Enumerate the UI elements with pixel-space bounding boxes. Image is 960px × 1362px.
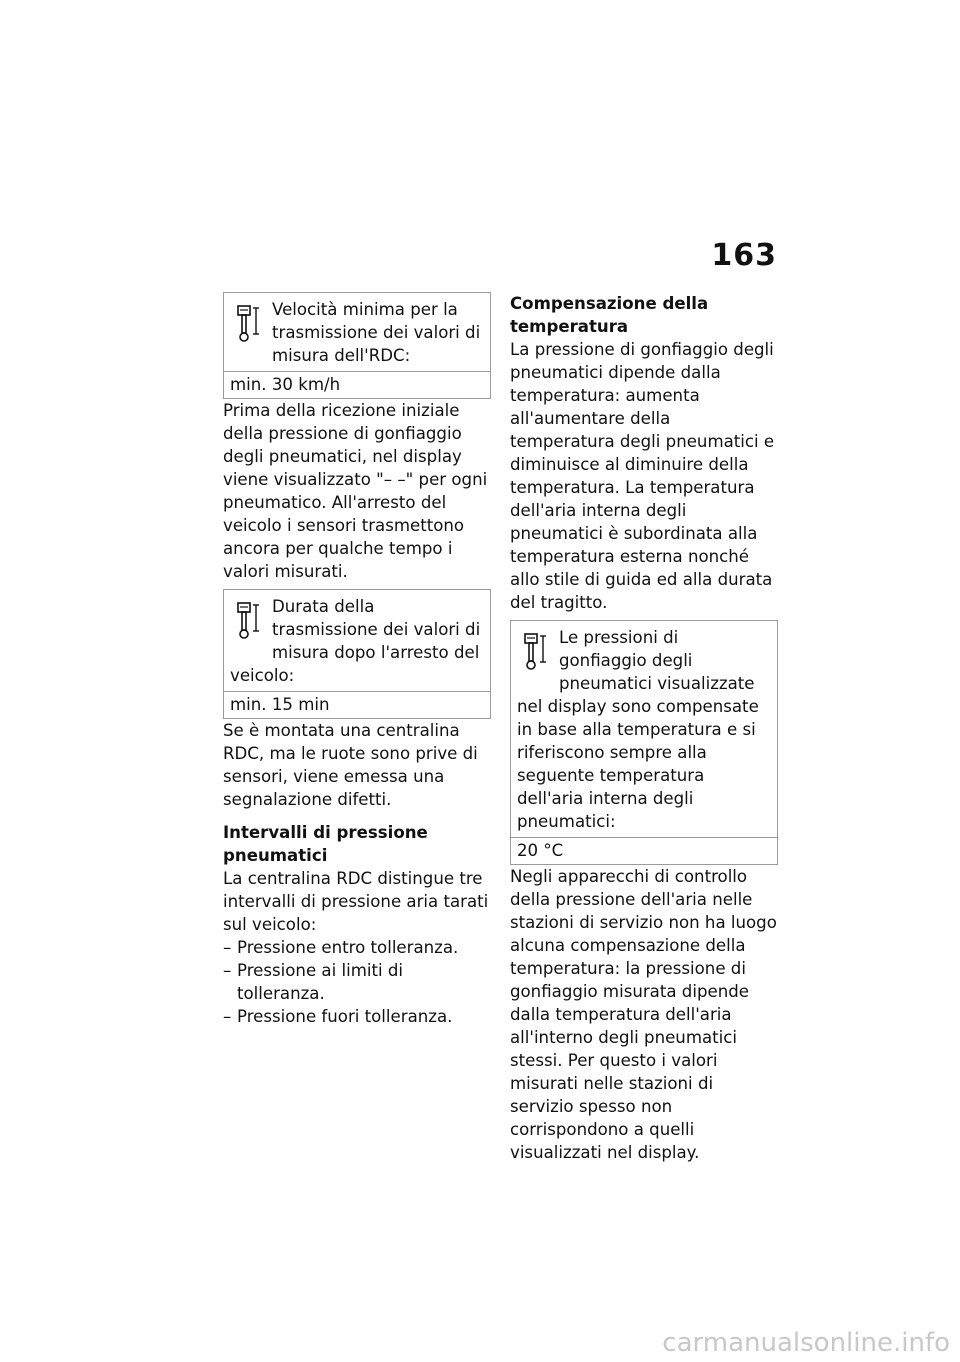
- spec-box-text: [224, 293, 490, 371]
- spec-box-description: Durata della trasmissione dei valori di misura dopo l'arresto del veicolo:: [230, 597, 481, 685]
- tire-pressure-gauge-icon: [230, 304, 272, 348]
- paragraph-rdc-no-sensors: Se è montata una centralina RDC, ma le ruote sono prive di sensori, viene emessa una segnalazione difetti.: [223, 721, 478, 809]
- spec-box-text: [224, 590, 490, 691]
- tire-pressure-gauge-icon: [230, 601, 272, 645]
- page-number: 163: [711, 238, 777, 273]
- spec-box-min-speed: [223, 292, 491, 399]
- heading-pressure-intervals: Intervalli di pressione pneumatici: [223, 823, 428, 865]
- spec-box-description: Le pressioni di gonfiaggio degli pneumatici visualizzate nel display sono compensate in base alla temperatura e si riferiscono sempre alla seguente temperatura dell'aria interna degli pneumatici:: [517, 628, 759, 831]
- spec-box-text: [511, 621, 777, 837]
- paragraph-pressure-intervals: La centralina RDC distingue tre intervalli di pressione aria tarati sul veicolo:: [223, 869, 489, 934]
- paragraph-service-station-measurement: Negli apparecchi di controllo della pressione dell'aria nelle stazioni di servizio non ha luogo alcuna compensazione della temperatura: la pressione di gonfiaggio misurata dipende dalla temperatura dell'aria all'interno degli pneumatici stessi. Per questo i valori misurati nelle stazioni di servizio spesso non corrispondono a quelli visualizzati nel display.: [510, 867, 777, 1162]
- list-item: – Pressione ai limiti di tolleranza.: [223, 959, 491, 1005]
- spec-box-reference-temperature: [510, 620, 778, 865]
- right-column: [510, 292, 778, 1164]
- watermark: carmanualsonline.info: [662, 1328, 950, 1358]
- spec-box-value: min. 30 km/h: [224, 371, 490, 398]
- spec-box-description: Velocità minima per la trasmissione dei valori di misura dell'RDC:: [272, 300, 481, 365]
- spec-box-value: 20 °C: [511, 837, 777, 864]
- paragraph-temperature-dependence: La pressione di gonfiaggio degli pneumatici dipende dalla temperatura: aumenta all'aumentare della temperatura degli pneumatici e diminuisce al diminuire della temperatura. La temperatura dell'aria interna degli pneumatici è subordinata alla temperatura esterna nonché allo stile di guida ed alla durata del tragitto.: [510, 340, 775, 612]
- heading-temperature-compensation: Compensazione della temperatura: [510, 294, 709, 336]
- tire-pressure-gauge-icon: [517, 632, 559, 676]
- spec-box-transmission-duration: [223, 589, 491, 719]
- left-column: [223, 292, 491, 1028]
- pressure-interval-list: [223, 936, 491, 1028]
- list-item: – Pressione fuori tolleranza.: [223, 1005, 491, 1028]
- spec-box-value: min. 15 min: [224, 691, 490, 718]
- paragraph-initial-reception: Prima della ricezione iniziale della pressione di gonfiaggio degli pneumatici, nel display viene visualizzato "– –" per ogni pneumatico. All'arresto del veicolo i sensori trasmettono ancora per qualche tempo i valori misurati.: [223, 401, 488, 581]
- list-item: – Pressione entro tolleranza.: [223, 936, 491, 959]
